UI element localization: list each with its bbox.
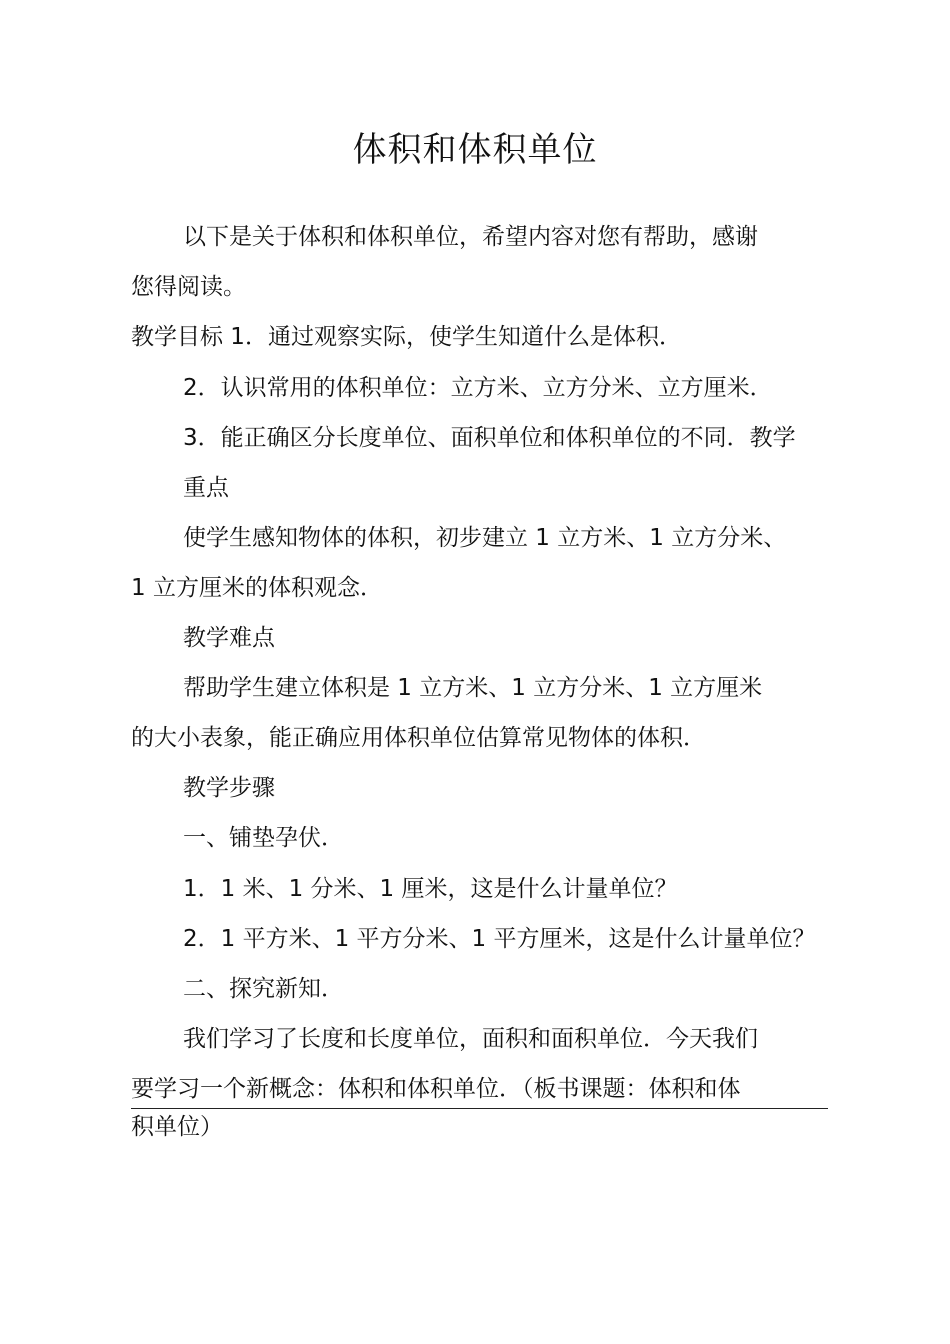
paragraph-line: 的大小表象，能正确应用体积单位估算常见物体的体积． — [131, 725, 706, 751]
divider-rule — [131, 1108, 828, 1109]
paragraph-line: 3．能正确区分长度单位、面积单位和体积单位的不同．教学 — [183, 425, 796, 451]
paragraph-line: 以下是关于体积和体积单位，希望内容对您有帮助，感谢 — [183, 224, 758, 250]
list-item: 2．1 平方米、1 平方分米、1 平方厘米，这是什么计量单位？ — [183, 926, 816, 952]
paragraph-line: 我们学习了长度和长度单位，面积和面积单位．今天我们 — [183, 1026, 758, 1052]
paragraph-line: 要学习一个新概念：体积和体积单位．（板书课题：体积和体 — [131, 1076, 741, 1102]
step-heading: 二、探究新知． — [183, 976, 344, 1002]
paragraph-line: 积单位） — [131, 1114, 223, 1140]
paragraph-line: 您得阅读。 — [131, 274, 246, 300]
paragraph-line: 教学目标 1．通过观察实际，使学生知道什么是体积． — [131, 324, 682, 350]
paragraph-line: 帮助学生建立体积是 1 立方米、1 立方分米、1 立方厘米 — [183, 675, 763, 701]
paragraph-line: 使学生感知物体的体积，初步建立 1 立方米、1 立方分米、 — [183, 525, 787, 551]
section-heading: 重点 — [183, 475, 229, 501]
section-heading: 教学步骤 — [183, 775, 275, 801]
document-title: 体积和体积单位 — [352, 130, 598, 170]
section-heading: 教学难点 — [183, 625, 275, 651]
list-item: 1．1 米、1 分米、1 厘米，这是什么计量单位？ — [183, 876, 678, 902]
step-heading: 一、铺垫孕伏． — [183, 825, 344, 851]
paragraph-line: 2．认识常用的体积单位：立方米、立方分米、立方厘米． — [183, 375, 773, 401]
paragraph-line: 1 立方厘米的体积观念． — [131, 575, 383, 601]
